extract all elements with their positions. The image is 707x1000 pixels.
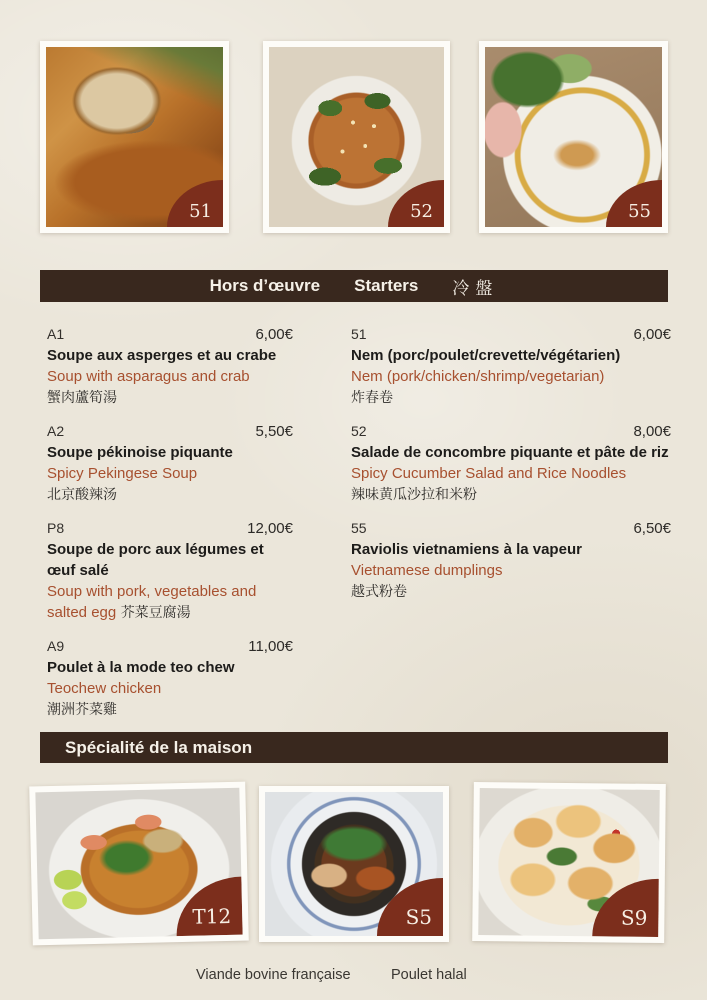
item-price: 6,00€ — [633, 326, 671, 343]
item-name-zh: 越式粉卷 — [351, 583, 407, 599]
item-price: 11,00€ — [248, 638, 293, 655]
photo-badge: T12 — [175, 877, 242, 936]
section-title-fr: Hors d’œuvre — [209, 276, 321, 295]
photo-clay-pot — [259, 786, 449, 942]
item-code: A9 — [47, 638, 65, 654]
photo-badge: 55 — [606, 180, 662, 227]
item-name-fr: Soupe de porc aux légumes et œuf salé — [47, 541, 264, 579]
item-name-en: Teochew chicken — [47, 680, 162, 697]
item-price: 6,50€ — [633, 520, 671, 537]
item-name-en: Spicy Cucumber Salad and Rice Noodles — [351, 465, 627, 482]
photo-pad-thai-image — [35, 788, 242, 940]
item-name-zh: 炸春卷 — [351, 389, 393, 405]
photo-badge: S5 — [377, 878, 443, 936]
photo-nem-image — [46, 47, 223, 227]
menu-column-right — [351, 324, 671, 615]
photo-badge: 51 — [167, 180, 223, 227]
item-name-en: Soup with asparagus and crab — [47, 368, 250, 385]
section-title-zh: 冷盤 — [452, 278, 499, 298]
item-code: 52 — [351, 423, 367, 439]
item-name-fr: Raviolis vietnamiens à la vapeur — [351, 541, 582, 558]
item-name-fr: Soupe aux asperges et au crabe — [47, 347, 277, 364]
item-description — [47, 581, 293, 623]
item-price: 6,00€ — [255, 326, 293, 343]
footer-chicken-label: Poulet halal — [391, 967, 467, 983]
footer-beef-label: Viande bovine française — [196, 967, 351, 983]
menu-item-a1 — [47, 324, 293, 408]
item-code: A2 — [47, 423, 65, 439]
photo-steamed-rolls — [479, 41, 668, 233]
menu-item-51 — [351, 324, 671, 408]
section-title-en: Starters — [354, 276, 419, 295]
photo-fried-tofu — [472, 782, 666, 943]
photo-pad-thai — [29, 782, 249, 946]
item-price: 8,00€ — [633, 423, 671, 440]
photo-fried-tofu-image — [478, 788, 660, 937]
menu-item-52 — [351, 421, 671, 505]
photo-steamed-rolls-image — [485, 47, 662, 227]
item-name-fr: Poulet à la mode teo chew — [47, 659, 235, 676]
item-code: 51 — [351, 326, 367, 342]
item-name-zh: 辣味黄瓜沙拉和米粉 — [351, 486, 477, 502]
item-name-fr: Nem (porc/poulet/crevette/végétarien) — [351, 347, 621, 364]
item-name-en: Nem (pork/chicken/shrimp/vegetarian) — [351, 368, 605, 385]
item-code: A1 — [47, 326, 65, 342]
item-price: 12,00€ — [247, 520, 293, 537]
item-name-en: Vietnamese dumplings — [351, 562, 503, 579]
item-price: 5,50€ — [255, 423, 293, 440]
photo-badge: 52 — [388, 180, 444, 227]
item-name-zh: 蟹肉蘆筍湯 — [47, 389, 117, 405]
photo-cucumber-salad — [263, 41, 450, 233]
menu-item-p8 — [47, 518, 293, 623]
section-header-specialty — [40, 732, 668, 763]
item-code: P8 — [47, 520, 65, 536]
item-name-zh: 芥菜豆腐湯 — [120, 604, 191, 620]
menu-item-a9 — [47, 636, 293, 720]
item-name-en: Soup with pork, vegetables and salted egg — [47, 583, 257, 621]
item-name-zh: 潮洲芥菜雞 — [47, 701, 117, 717]
section-header-starters — [40, 270, 668, 302]
section-title: Spécialité de la maison — [65, 737, 253, 757]
menu-item-55 — [351, 518, 671, 602]
item-name-fr: Soupe pékinoise piquante — [47, 444, 233, 461]
item-name-fr: Salade de concombre piquante et pâte de riz — [351, 444, 669, 461]
menu-column-left — [47, 324, 293, 733]
menu-item-a2 — [47, 421, 293, 505]
photo-clay-pot-image — [265, 792, 443, 936]
photo-badge: S9 — [592, 878, 659, 937]
photo-nem — [40, 41, 229, 233]
item-name-en: Spicy Pekingese Soup — [47, 465, 198, 482]
photo-cucumber-salad-image — [269, 47, 444, 227]
item-name-zh: 北京酸辣汤 — [47, 486, 117, 502]
item-code: 55 — [351, 520, 367, 536]
